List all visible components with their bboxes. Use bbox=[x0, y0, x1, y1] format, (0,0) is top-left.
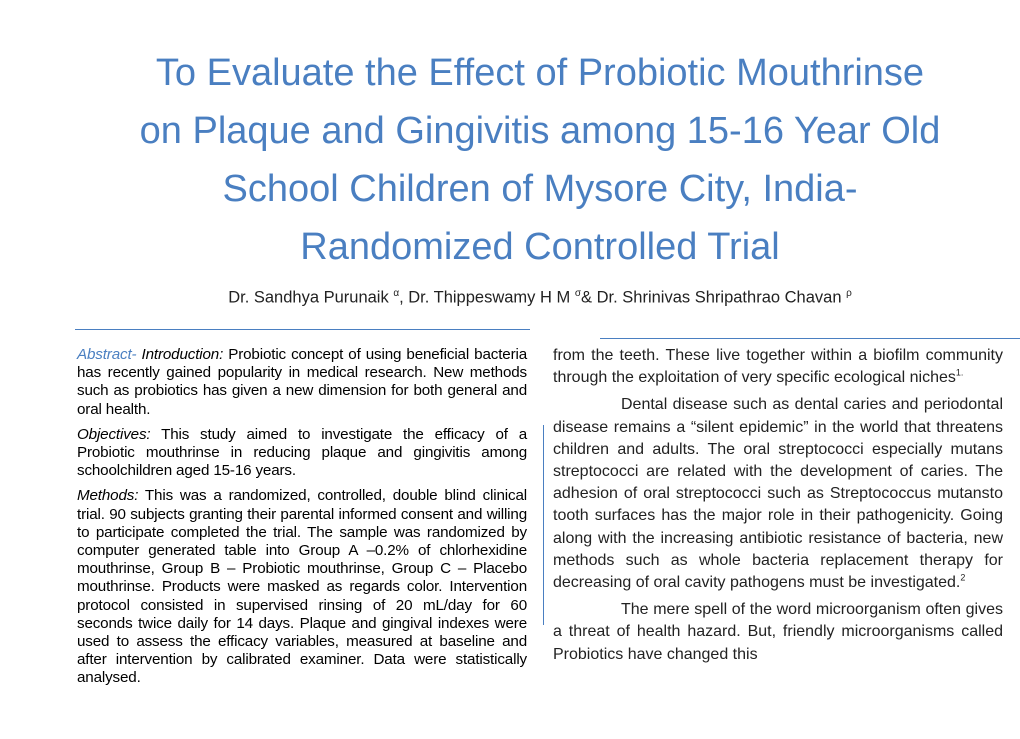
abstract-objectives bbox=[77, 426, 527, 481]
introduction-text: Probiotic concept of using beneficial bacteria has recently gained popularity in medical research. New methods such as probiotics has given a new dimension for both general and oral health. bbox=[77, 346, 527, 418]
methods-label: Methods: bbox=[77, 487, 139, 505]
introduction-label: Introduction: bbox=[141, 346, 224, 363]
abstract-introduction bbox=[77, 346, 527, 419]
paper-title bbox=[60, 44, 1020, 276]
left-divider-rule bbox=[75, 329, 530, 330]
title-line: To Evaluate the Effect of Probiotic Mouthrinse bbox=[155, 52, 925, 94]
author-list bbox=[60, 288, 1020, 308]
right-divider-rule bbox=[600, 338, 1020, 339]
paragraph-text: from the teeth. These live together within a biofilm community through the exploitation of very specific ecological niches bbox=[553, 347, 1003, 387]
reference-mark: 1. bbox=[955, 367, 964, 378]
author-separator: & bbox=[581, 288, 597, 307]
title-line: School Children of Mysore City, India- bbox=[222, 168, 858, 210]
author-affiliation-mark: ρ bbox=[846, 288, 852, 299]
paragraph-text: The mere spell of the word microorganism often gives a threat of health hazard. But, friendly microorganisms called Probiotics have changed this bbox=[553, 601, 1003, 663]
abstract-methods bbox=[77, 487, 527, 687]
body-column bbox=[553, 345, 1003, 671]
column-accent-bar bbox=[543, 425, 544, 625]
abstract-label: Abstract- bbox=[77, 346, 137, 363]
abstract-column bbox=[77, 346, 527, 695]
reference-mark: 2 bbox=[960, 572, 966, 583]
author-affiliation-mark: σ bbox=[574, 288, 582, 299]
body-paragraph bbox=[553, 345, 1003, 389]
methods-text: This was a randomized, controlled, double blind clinical trial. 90 subjects granting their parental informed consent and willing to participate completed the trial. The sample was randomized by computer generated table into Group A –0.2% of chlorhexidine mouthrinse, Group B – Probiotic mouthrinse, Group C – Placebo mouthrinse. Products were masked as regards color. Intervention protocol consisted in supervised rinsing of 20 mL/day for 60 seconds twice daily for 14 days. Plaque and gingival indexes were used to assess the efficacy variables, measured at baseline and after intervention by calibrated examiner. Data were statistically analysed. bbox=[77, 487, 527, 687]
author-name: Dr. Thippeswamy H M bbox=[408, 288, 571, 307]
objectives-text: This study aimed to investigate the efficacy of a Probiotic mouthrinse in reducing plaque and gingivitis among schoolchildren aged 15-16 years. bbox=[77, 425, 528, 480]
paragraph-text: Dental disease such as dental caries and periodontal disease remains a “silent epidemic” in the world that threatens children and adults. The oral streptococci especially mutans streptococci are related with the development of caries. The adhesion of oral streptococci such as Streptococcus mutansto tooth surfaces has the major role in their pathogenicity. Going along with the increasing antibiotic resistance of bacteria, new methods such as whole bacteria replacement therapy for decreasing of oral cavity pathogens must be investigated. bbox=[553, 396, 1003, 592]
author-affiliation-mark: α bbox=[393, 288, 400, 299]
author-name: Dr. Shrinivas Shripathrao Chavan bbox=[596, 288, 842, 307]
body-paragraph bbox=[553, 599, 1003, 666]
objectives-label: Objectives: bbox=[77, 425, 151, 443]
body-paragraph bbox=[553, 394, 1003, 594]
author-name: Dr. Sandhya Purunaik bbox=[228, 288, 389, 307]
title-line: Randomized Controlled Trial bbox=[300, 226, 780, 268]
title-line: on Plaque and Gingivitis among 15-16 Year Old bbox=[139, 110, 941, 152]
author-separator: , bbox=[399, 288, 409, 307]
